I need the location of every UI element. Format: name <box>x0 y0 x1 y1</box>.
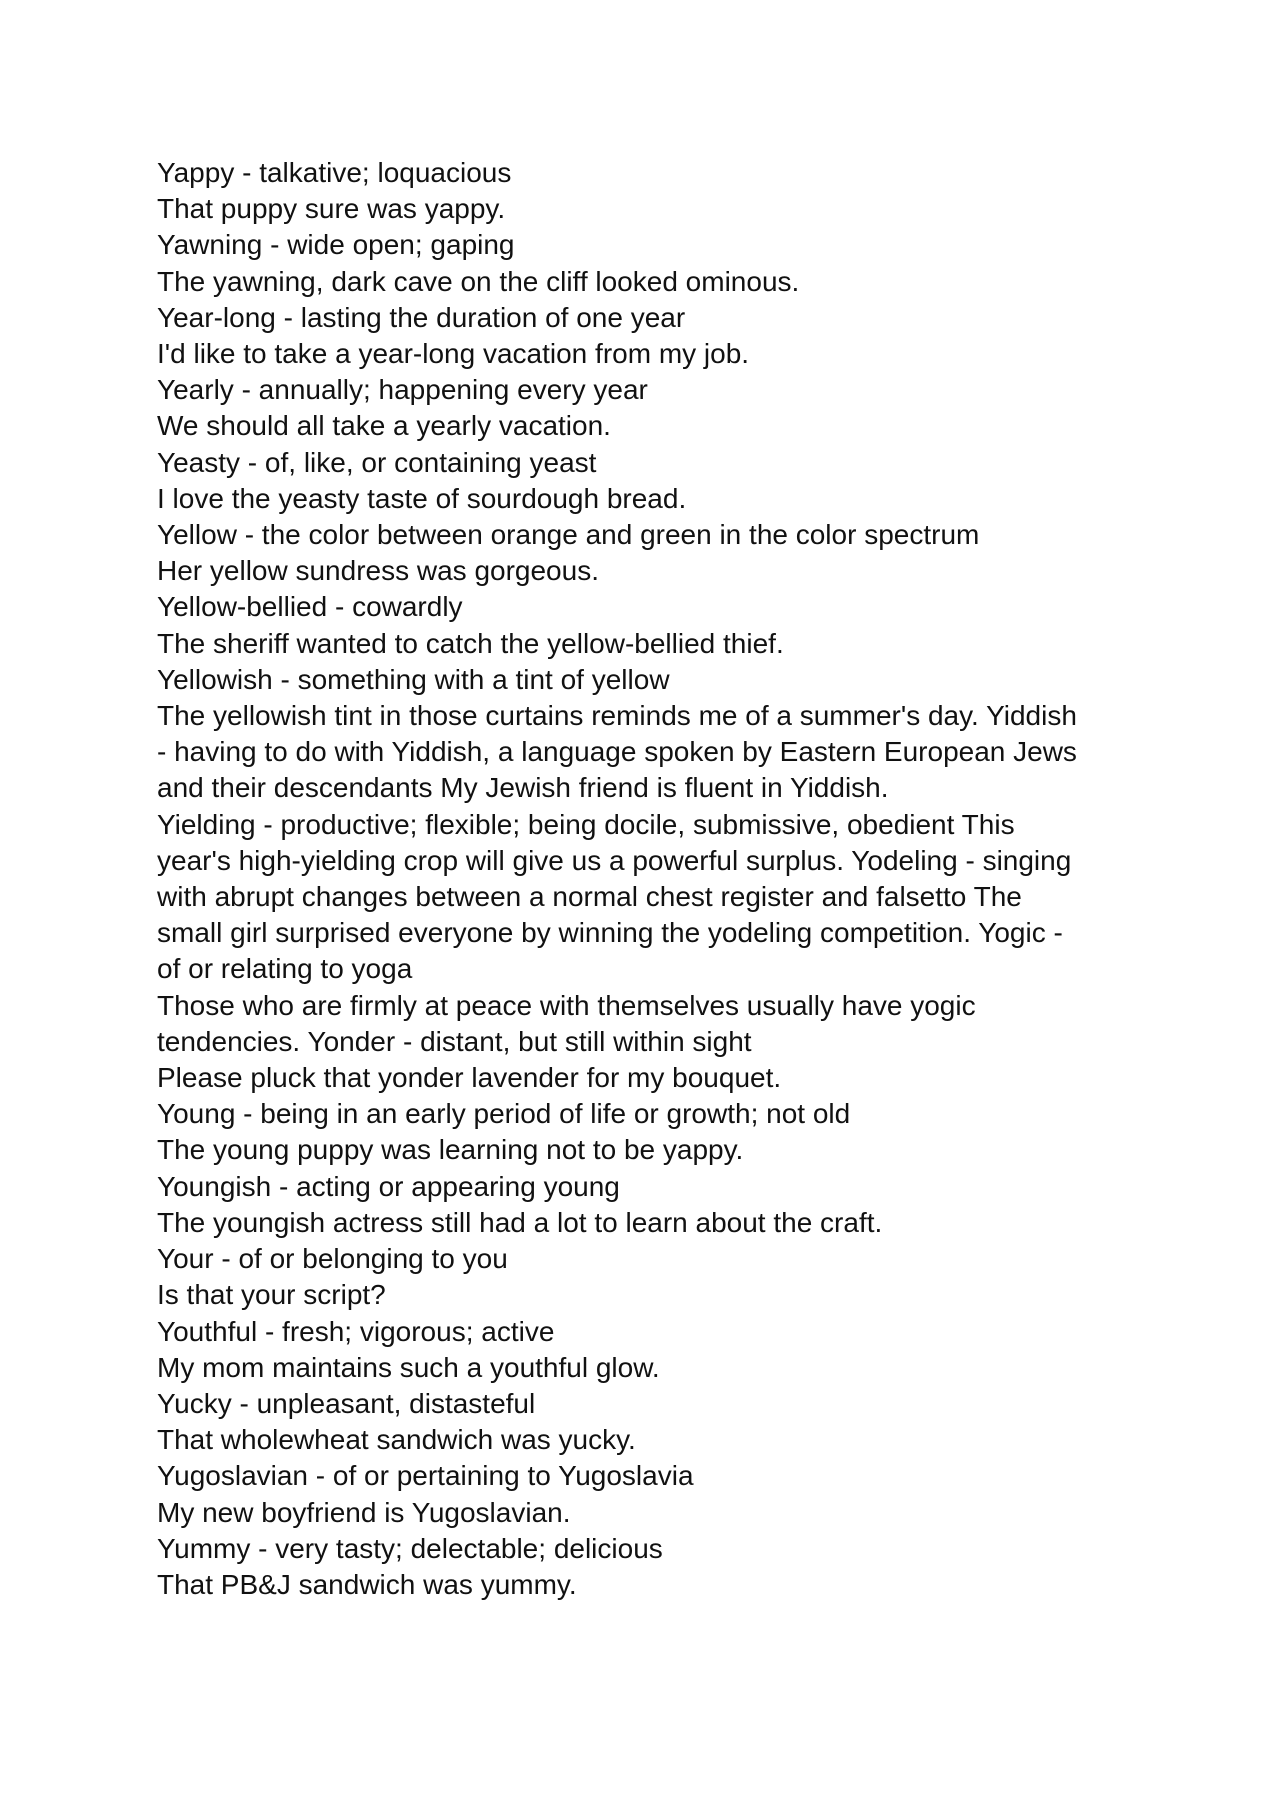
text-line: We should all take a yearly vacation. <box>157 410 611 442</box>
text-line: of or relating to yoga <box>157 953 413 985</box>
text-line: Youngish - acting or appearing young <box>157 1170 620 1202</box>
text-line: Yugoslavian - of or pertaining to Yugoslavia <box>157 1460 694 1492</box>
text-line: Young - being in an early period of life or growth; not old <box>157 1098 851 1130</box>
word-list-text <box>157 155 1137 1603</box>
text-line: Yellow-bellied - cowardly <box>157 591 463 623</box>
text-line: Yucky - unpleasant, distasteful <box>157 1387 536 1419</box>
text-line: My mom maintains such a youthful glow. <box>157 1351 660 1383</box>
text-line: The youngish actress still had a lot to learn about the craft. <box>157 1206 883 1238</box>
text-line: with abrupt changes between a normal chest register and falsetto The <box>157 881 1022 913</box>
text-line: The young puppy was learning not to be yappy. <box>157 1134 744 1166</box>
text-line: Your - of or belonging to you <box>157 1243 508 1275</box>
text-line: and their descendants My Jewish friend is fluent in Yiddish. <box>157 772 889 804</box>
text-line: Her yellow sundress was gorgeous. <box>157 555 599 587</box>
text-line: - having to do with Yiddish, a language spoken by Eastern European Jews <box>157 736 1077 768</box>
text-line: Is that your script? <box>157 1279 386 1311</box>
text-line: The yawning, dark cave on the cliff looked ominous. <box>157 265 800 297</box>
text-line: I love the yeasty taste of sourdough bread. <box>157 482 687 514</box>
text-line: Yappy - talkative; loquacious <box>157 157 512 188</box>
text-line: Yearly - annually; happening every year <box>157 374 648 406</box>
text-line: My new boyfriend is Yugoslavian. <box>157 1496 571 1528</box>
text-line: Youthful - fresh; vigorous; active <box>157 1315 555 1347</box>
text-line: Yawning - wide open; gaping <box>157 229 515 261</box>
text-line: year's high-yielding crop will give us a powerful surplus. Yodeling - singing <box>157 844 1072 876</box>
text-line: I'd like to take a year-long vacation from my job. <box>157 338 750 370</box>
text-line: That wholewheat sandwich was yucky. <box>157 1424 636 1456</box>
text-line: Yummy - very tasty; delectable; delicious <box>157 1532 663 1564</box>
text-line: tendencies. Yonder - distant, but still within sight <box>157 1025 752 1057</box>
text-line: Yeasty - of, like, or containing yeast <box>157 446 597 478</box>
text-line: Please pluck that yonder lavender for my bouquet. <box>157 1062 782 1094</box>
text-line: Yellowish - something with a tint of yellow <box>157 663 670 695</box>
text-line: That puppy sure was yappy. <box>157 193 506 225</box>
text-line: The yellowish tint in those curtains reminds me of a summer's day. Yiddish <box>157 700 1077 732</box>
text-line: Year-long - lasting the duration of one year <box>157 301 686 333</box>
text-line: Yielding - productive; flexible; being docile, submissive, obedient This <box>157 808 1015 840</box>
text-line: Yellow - the color between orange and green in the color spectrum <box>157 519 980 551</box>
text-line: Those who are firmly at peace with themselves usually have yogic <box>157 989 976 1021</box>
text-line: That PB&J sandwich was yummy. <box>157 1568 577 1600</box>
text-line: small girl surprised everyone by winning the yodeling competition. Yogic - <box>157 917 1063 949</box>
text-line: The sheriff wanted to catch the yellow-bellied thief. <box>157 627 784 659</box>
